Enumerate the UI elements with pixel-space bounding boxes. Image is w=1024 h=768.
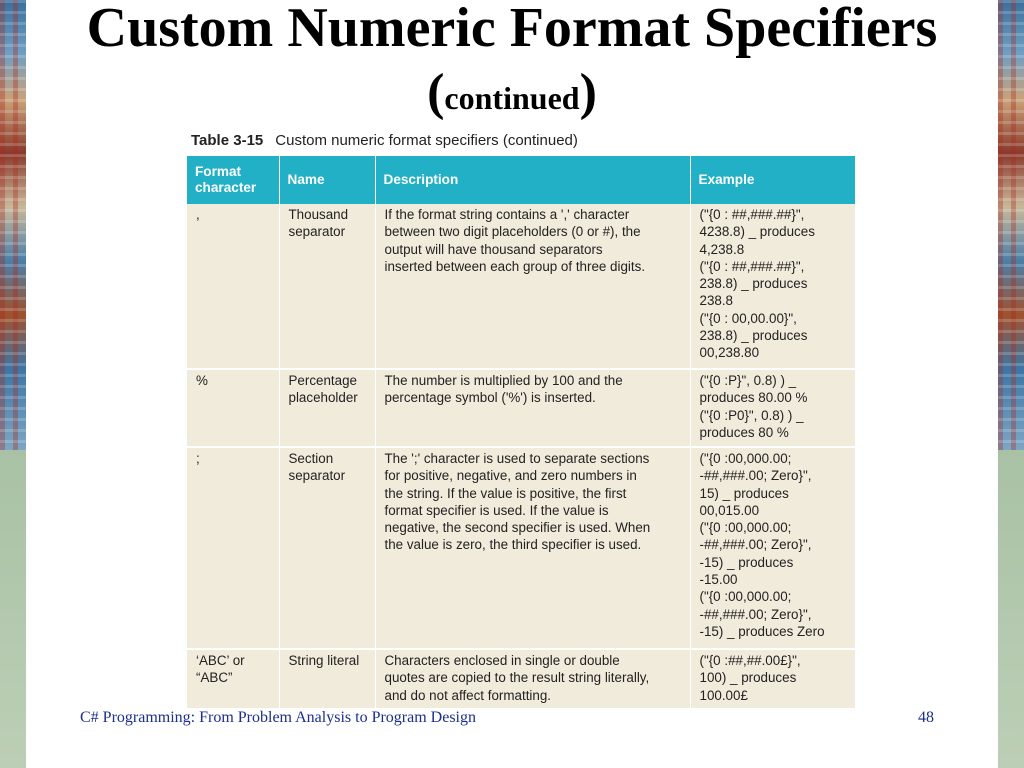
cell-description: The number is multiplied by 100 and the percentage symbol ('%') is inserted. — [375, 369, 690, 447]
cell-name: String literal — [279, 649, 375, 709]
cell-format-character: , — [187, 204, 279, 369]
header-format-character: Format character — [187, 156, 279, 204]
cell-name: Percentage placeholder — [279, 369, 375, 447]
left-decorative-strip — [0, 0, 26, 768]
slide-title-subtitle — [40, 66, 984, 123]
format-specifiers-table — [187, 156, 855, 710]
header-description: Description — [375, 156, 690, 204]
right-decorative-base — [998, 450, 1024, 768]
cell-example: ("{0 :00,000.00; -##,###.00; Zero}", 15) _ produces 00,015.00 ("{0 :00,000.00; -##,###.00; Zero}", -15) _ produces -15.00 ("{0 :00,000.00; -##,###.00; Zero}", -15) _ produces Zero — [690, 447, 855, 649]
cell-name: Section separator — [279, 447, 375, 649]
table-row — [187, 447, 855, 649]
cell-description: If the format string contains a ',' character between two digit placeholders (0 or #), the output will have thousand separators inserted between each group of three digits. — [375, 204, 690, 369]
left-decorative-base — [0, 450, 26, 768]
table-header-row — [187, 156, 855, 204]
header-example: Example — [690, 156, 855, 204]
table-caption-number: Table 3-15 — [191, 132, 264, 149]
title-paren-open: ( — [427, 64, 445, 121]
table-row — [187, 649, 855, 709]
right-decorative-strip — [998, 0, 1024, 768]
left-decorative-photo — [0, 0, 26, 450]
header-name: Name — [279, 156, 375, 204]
table-figure — [187, 128, 855, 710]
table-caption-text: Custom numeric format specifiers (continued) — [275, 132, 578, 149]
table-caption — [187, 128, 855, 156]
title-continued: continued — [444, 80, 580, 116]
cell-description: The ';' character is used to separate sections for positive, negative, and zero numbers in the string. If the value is positive, the first format specifier is used. If the value is negative, the second specifier is used. When the value is zero, the third specifier is used. — [375, 447, 690, 649]
cell-example: ("{0 : ##,###.##}", 4238.8) _ produces 4,238.8 ("{0 : ##,###.##}", 238.8) _ produces 238.8 ("{0 : 00,00.00}", 238.8) _ produces 00,238.80 — [690, 204, 855, 369]
footer-course-title: C# Programming: From Problem Analysis to Program Design — [80, 709, 476, 726]
cell-description: Characters enclosed in single or double quotes are copied to the result string literally, and do not affect formatting. — [375, 649, 690, 709]
cell-format-character: ; — [187, 447, 279, 649]
right-decorative-photo — [998, 0, 1024, 450]
title-paren-close: ) — [579, 64, 597, 121]
cell-example: ("{0 :P}", 0.8) ) _ produces 80.00 % ("{0 :P0}", 0.8) ) _ produces 80 % — [690, 369, 855, 447]
cell-format-character: ‘ABC’ or “ABC” — [187, 649, 279, 709]
slide-title — [40, 0, 984, 123]
table-row — [187, 369, 855, 447]
table-row — [187, 204, 855, 369]
cell-example: ("{0 :##,##.00£}", 100) _ produces 100.00£ — [690, 649, 855, 709]
slide-title-main: Custom Numeric Format Specifiers — [86, 0, 938, 59]
cell-format-character: % — [187, 369, 279, 447]
page-number: 48 — [918, 709, 934, 726]
cell-name: Thousand separator — [279, 204, 375, 369]
